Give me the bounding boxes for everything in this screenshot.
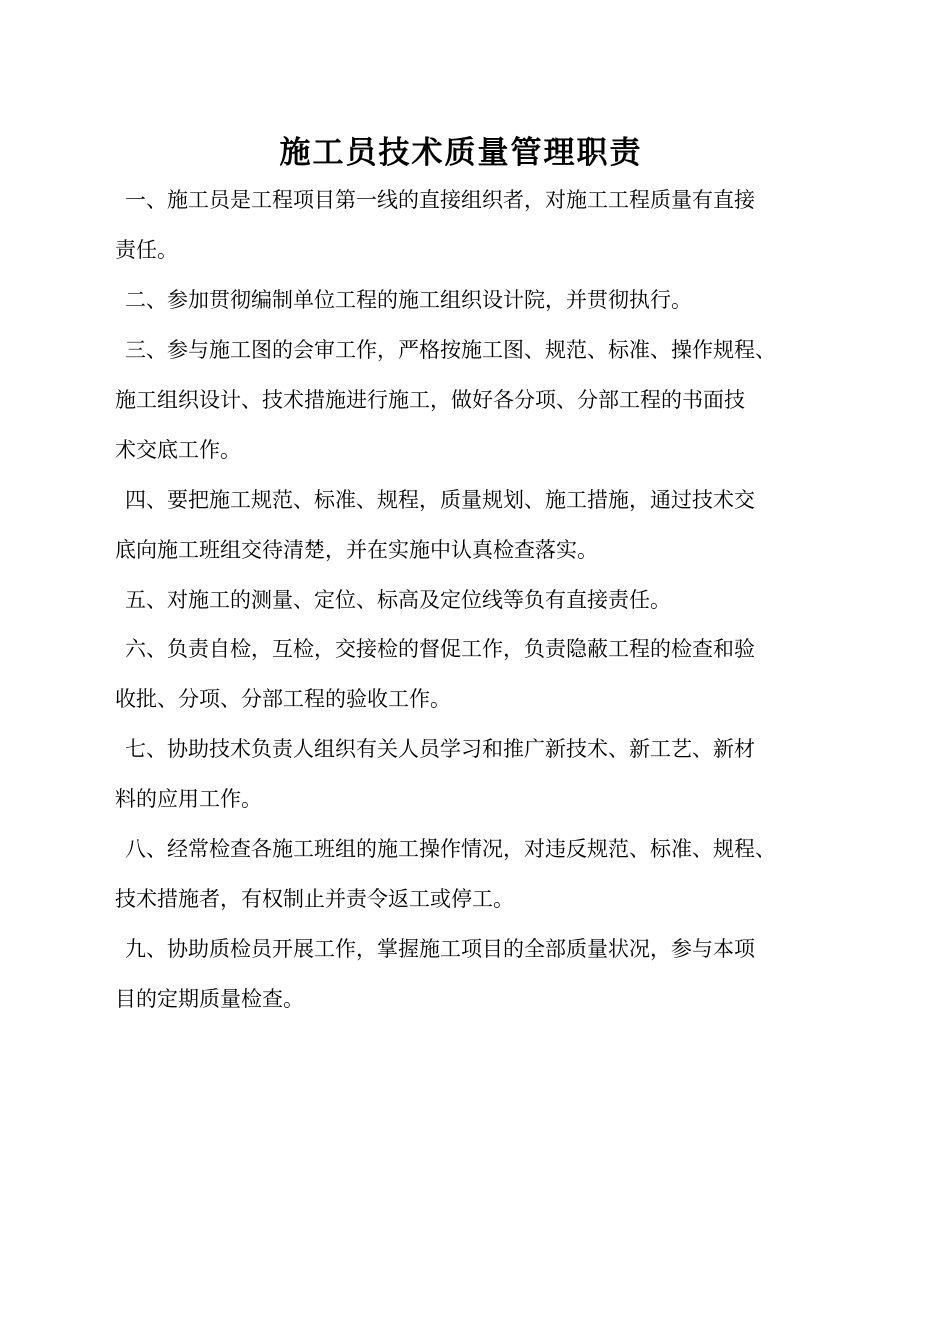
clause-1-line-1: 一、施工员是工程项目第一线的直接组织者，对施工工程质量有直接 — [125, 188, 755, 212]
document-title: 施工员技术质量管理职责 — [279, 135, 643, 171]
clause-5-line-1: 五、对施工的测量、定位、标高及定位线等负有直接责任。 — [125, 588, 671, 612]
clause-9-line-1: 九、协助质检员开展工作，掌握施工项目的全部质量状况，参与本项 — [125, 937, 755, 961]
clause-8-line-1: 八、经常检查各施工班组的施工操作情况，对违反规范、标准、规程、 — [125, 837, 776, 861]
clause-9-line-2: 目的定期质量检查。 — [115, 987, 304, 1011]
clause-3-line-1: 三、参与施工图的会审工作，严格按施工图、规范、标准、操作规程、 — [125, 338, 776, 362]
clause-3-line-3: 术交底工作。 — [115, 438, 241, 462]
clause-3-line-2: 施工组织设计、技术措施进行施工，做好各分项、分部工程的书面技 — [115, 388, 745, 412]
clause-4-line-2: 底向施工班组交待清楚，并在实施中认真检查落实。 — [115, 538, 598, 562]
clause-8-line-2: 技术措施者，有权制止并责令返工或停工。 — [115, 887, 514, 911]
clause-4-line-1: 四、要把施工规范、标准、规程，质量规划、施工措施，通过技术交 — [125, 488, 755, 512]
clause-7-line-2: 料的应用工作。 — [115, 787, 262, 811]
clause-2-line-1: 二、参加贯彻编制单位工程的施工组织设计院，并贯彻执行。 — [125, 288, 692, 312]
clause-6-line-1: 六、负责自检，互检，交接检的督促工作，负责隐蔽工程的检查和验 — [125, 637, 755, 661]
clause-6-line-2: 收批、分项、分部工程的验收工作。 — [115, 687, 451, 711]
clause-1-line-2: 责任。 — [115, 238, 178, 262]
clause-7-line-1: 七、协助技术负责人组织有关人员学习和推广新技术、新工艺、新材 — [125, 737, 755, 761]
